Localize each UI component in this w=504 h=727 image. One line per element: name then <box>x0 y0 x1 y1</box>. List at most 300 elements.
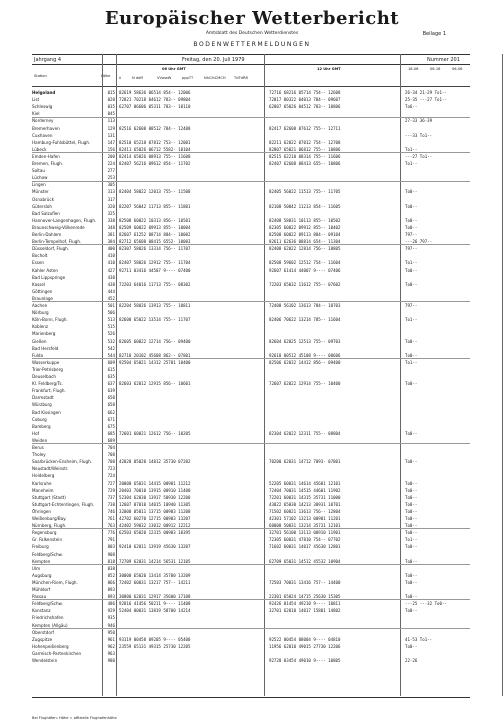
table-row <box>32 309 470 316</box>
table-row <box>32 430 470 437</box>
station-name: List <box>32 97 40 103</box>
station-name: Marienberg <box>32 331 56 337</box>
station-number: 156 <box>107 146 115 152</box>
extremes: ---25 ---32 To0-- <box>405 601 447 607</box>
station-number: 035 <box>107 104 115 110</box>
table-row <box>32 565 470 572</box>
station-number: 737 <box>107 494 115 500</box>
obs-06: 20000 65031 14415 00901 11212 <box>119 480 191 486</box>
obs-06: 72709 62031 14214 56531 12105 <box>119 558 191 564</box>
station-number: 980 <box>107 658 115 663</box>
obs-06: 82608 65022 13514 755-- 11707 <box>119 317 191 323</box>
station-name: Münster <box>32 189 49 195</box>
table-row <box>32 231 470 238</box>
station-name: Deuselbach <box>32 374 57 379</box>
station-name: Kempten (Allgäu) <box>32 622 68 628</box>
extremes: To1-- <box>405 161 418 166</box>
station-number: 515 <box>107 324 115 330</box>
station-name: Kassel <box>32 281 46 287</box>
obs-12: 72607 62022 12914 755-- 10400 <box>269 381 341 387</box>
column-divider <box>502 54 503 696</box>
station-name: Lüchow <box>32 175 48 181</box>
obs-12: 72203 65032 11612 755-- 07602 <box>269 281 341 287</box>
table-row <box>32 394 470 401</box>
obs-12: 82406 70622 13214 785-- 11604 <box>269 317 341 323</box>
obs-06: 92410 62011 13919 45630 13207 <box>119 544 191 550</box>
station-number: 708 <box>107 459 115 465</box>
table-row <box>32 494 470 501</box>
extremes: To0-- <box>405 530 418 536</box>
station-name: Bremen, Flugh. <box>32 161 64 166</box>
station-name: Gütersloh <box>32 203 52 209</box>
station-number: 400 <box>107 246 115 252</box>
extremes: To0-- <box>405 501 418 507</box>
station-name: Gießen <box>32 338 47 344</box>
station-name: Nörburg <box>32 310 49 316</box>
station-name: Köln-Bonn, Flugh. <box>32 317 68 323</box>
obs-06: 82607 61252 08714 884-- 10002 <box>119 232 191 237</box>
extremes: To0-- <box>405 480 418 486</box>
table-row <box>32 501 470 508</box>
obs-06: 82404 58022 12013 755-- 11508 <box>119 189 191 195</box>
station-number: 317 <box>107 196 115 202</box>
col-hoehe: Höhe <box>101 74 111 78</box>
obs-12: 92522 00454 08004 9---- 04810 <box>269 636 341 642</box>
obs-06: 52404 80031 13819 58700 14214 <box>119 608 191 614</box>
obs-06: 72601 60021 12612 756-- 10205 <box>119 430 191 436</box>
station-number: 384 <box>107 239 115 245</box>
table-row <box>32 89 470 96</box>
table-row <box>32 96 470 103</box>
station-name: Lübeck <box>32 146 47 152</box>
obs-06: 62503 65020 12315 00903 10395 <box>119 530 191 536</box>
extremes: ---33 To1-- <box>405 132 433 138</box>
obs-12: 62807 65026 04512 783-- 10806 <box>269 104 341 110</box>
extremes: To0-- <box>405 508 418 514</box>
station-name: Osnabrück <box>32 196 54 202</box>
table-row <box>32 543 470 550</box>
table-row <box>32 366 470 373</box>
obs-12: 72201 60031 14315 35731 11000 <box>269 494 341 500</box>
obs-06: 92711 03416 44507 9---- 07400 <box>119 267 191 273</box>
extremes: 797-- <box>405 246 418 252</box>
table-row <box>32 359 470 366</box>
station-number: 866 <box>107 579 115 585</box>
extremes: To0-- <box>405 544 418 550</box>
obs-12: 72716 68216 05714 754-- 12608 <box>269 90 341 95</box>
station-number: 452 <box>107 295 115 301</box>
obs-06: 42020 05020 14812 35730 07202 <box>119 459 191 465</box>
table-row <box>32 245 470 252</box>
station-number: 253 <box>107 175 115 181</box>
station-number: 224 <box>107 161 115 166</box>
station-name: Nürnberg, Flugh. <box>32 523 67 529</box>
station-name: Konstanz <box>32 608 51 614</box>
table-row <box>32 600 470 607</box>
col-06-gmt: 06 Uhr GMT <box>162 67 186 71</box>
station-number: 950 <box>107 629 115 635</box>
station-number: 838 <box>107 565 115 571</box>
station-number: 506 <box>107 310 115 316</box>
station-number: 113 <box>107 118 115 124</box>
extremes: To0-- <box>405 643 418 649</box>
station-number: 893 <box>107 594 115 600</box>
station-number: 791 <box>107 537 115 543</box>
obs-12: 32701 56100 13113 00910 11901 <box>269 530 341 536</box>
extremes: To0-- <box>405 572 418 578</box>
table-row <box>32 160 470 167</box>
table-row <box>32 444 470 451</box>
station-name: Kempten <box>32 558 51 564</box>
station-name: Hannover-Langenhagen, Flugh. <box>32 217 97 223</box>
table-row <box>32 302 470 309</box>
station-name: Bocholt <box>32 253 48 259</box>
station-number: 908 <box>107 551 115 557</box>
col-ex2: 06-18 <box>430 67 441 71</box>
obs-12: 72503 70031 13416 757-- 14400 <box>269 579 341 585</box>
table-row <box>32 203 470 210</box>
station-number: 544 <box>107 352 115 358</box>
extremes: 797-- <box>405 232 418 237</box>
station-number: 662 <box>107 409 115 415</box>
station-name: Garmisch-Partenkirchen <box>32 650 82 656</box>
station-name: Weißenburg/Bay. <box>32 516 67 521</box>
extremes: To0-- <box>405 558 418 564</box>
extremes: To0-- <box>405 487 418 493</box>
obs-06: 82516 62608 08512 784-- 12408 <box>119 125 191 131</box>
station-number: 438 <box>107 281 115 287</box>
col-station: Station <box>34 74 47 78</box>
station-number: 635 <box>107 374 115 379</box>
extremes: 797-- <box>405 303 418 308</box>
table-row <box>32 401 470 408</box>
obs-06: 82407 56216 09612 854-- 11702 <box>119 161 191 166</box>
extremes: To0-- <box>405 338 418 344</box>
obs-12: 72408 56102 13613 784-- 10703 <box>269 303 341 308</box>
station-name: Mühldorf <box>32 587 51 592</box>
obs-06: 82509 60022 09913 855-- 10004 <box>119 224 191 230</box>
station-name: Bremerhaven <box>32 125 60 131</box>
station-number: 320 <box>107 203 115 209</box>
obs-12: 82211 62022 07012 754-- 12708 <box>269 139 341 145</box>
obs-12: 92607 61414 44007 9---- 07406 <box>269 267 341 273</box>
obs-06: 32000 05011 13715 00903 11208 <box>119 508 191 514</box>
station-number: 381 <box>107 232 115 237</box>
extremes: To1-- <box>405 260 418 266</box>
obs-06: 82712 65608 08415 6552- 10003 <box>119 239 191 245</box>
station-number: 129 <box>107 125 115 131</box>
obs-12: 72305 60031 47810 754-- 07702 <box>269 537 341 543</box>
station-name: Ulm <box>32 565 41 571</box>
table-row <box>32 323 470 330</box>
station-name: Hof <box>32 430 40 436</box>
table-row <box>32 636 470 643</box>
extremes: To0-- <box>405 594 418 600</box>
col-ppptt: pppTT <box>182 76 194 80</box>
extremes: To0-- <box>405 608 418 614</box>
obs-12: 82408 58031 10113 855-- 10502 <box>269 217 341 223</box>
station-name: Trier-Petrisberg <box>32 366 63 372</box>
extremes: To1-- <box>405 146 418 152</box>
station-number: 325 <box>107 210 115 216</box>
station-name: Saarbrücken-Ensheim, Flugh. <box>32 459 92 465</box>
table-row <box>32 274 470 281</box>
station-number: 961 <box>107 636 115 642</box>
station-number: 738 <box>107 501 115 507</box>
bottom-rule <box>32 697 470 698</box>
obs-06: 82510 65218 07812 753-- 12001 <box>119 139 191 145</box>
obs-12: 82508 59602 12512 754-- 11604 <box>269 260 341 266</box>
table-row <box>32 529 470 536</box>
station-number: 935 <box>107 615 115 621</box>
station-number: 724 <box>107 473 115 479</box>
obs-12: 60000 50031 13214 35731 12101 <box>269 523 341 529</box>
table-row <box>32 139 470 146</box>
table-row <box>32 487 470 494</box>
col-ii: ii <box>119 76 121 80</box>
station-name: Berlin-Tempelhof, Flugh. <box>32 239 82 245</box>
obs-12: 22301 65024 14715 25630 15305 <box>269 594 341 600</box>
table-row <box>32 458 470 465</box>
table-row <box>32 480 470 487</box>
extremes: To0-- <box>405 516 418 521</box>
col-tdtd: TdTdRR <box>234 76 248 80</box>
obs-06: 20403 70010 13915 00910 11400 <box>119 487 191 493</box>
station-number: 410 <box>107 260 115 266</box>
col-vvwww: VVwwW <box>157 76 172 80</box>
station-number: 486 <box>107 601 115 607</box>
station-name: Oberstdorf <box>32 629 54 635</box>
col-clcm: NhClhCMCH <box>204 76 226 80</box>
obs-06: 72821 70218 04612 783-- 09804 <box>119 97 191 103</box>
column-header <box>32 66 470 87</box>
obs-06: 30800 62031 12917 35600 17108 <box>119 594 191 600</box>
obs-06: 82605 60022 12714 756-- 09400 <box>119 338 191 344</box>
table-row <box>32 650 470 657</box>
extremes: 26-34 21-29 To1-- <box>405 90 447 95</box>
station-name: Hamburg-Fuhlsbüttel, Flugh. <box>32 139 91 145</box>
col-ex3: 06-06 <box>452 67 463 71</box>
report-subtitle: Amtsblatt des Deutschen Wetterdienstes <box>205 31 299 36</box>
station-number: 704 <box>107 445 115 450</box>
obs-12: 92610 00512 45108 9---- 08606 <box>269 352 341 358</box>
table-row <box>32 117 470 124</box>
station-name: Hohenpeißenberg <box>32 643 69 649</box>
obs-12: 72404 70031 14515 44601 11902 <box>269 487 341 493</box>
nummer-label: Nummer 201 <box>427 56 460 63</box>
extremes: To0-- <box>405 352 418 358</box>
extremes: To0-- <box>405 430 418 436</box>
table-row <box>32 217 470 224</box>
extremes: To0-- <box>405 459 418 465</box>
extremes: To0-- <box>405 267 418 273</box>
station-name: Darmstadt <box>32 395 54 401</box>
table-row <box>32 536 470 543</box>
table-row <box>32 423 470 430</box>
extremes: To0-- <box>405 224 418 230</box>
report-title: Europäischer Wetterbericht <box>104 8 400 29</box>
station-name: Kiel <box>32 111 40 117</box>
obs-06: 42702 60270 12715 00903 13207 <box>119 516 191 521</box>
station-number: 045 <box>107 111 115 117</box>
table-row <box>32 125 470 132</box>
station-number: 348 <box>107 224 115 230</box>
station-number: 803 <box>107 544 115 550</box>
obs-06: 82407 58026 12912 755-- 11704 <box>119 260 191 266</box>
table-row <box>32 103 470 110</box>
table-row <box>32 551 470 558</box>
obs-12: 82304 62022 12311 755-- 08804 <box>269 430 341 436</box>
extremes: To0-- <box>405 281 418 287</box>
station-number: 637 <box>107 381 115 387</box>
obs-12: 52205 60031 14614 45601 12101 <box>269 480 341 486</box>
station-number: 727 <box>107 480 115 486</box>
station-number: 761 <box>107 516 115 521</box>
station-name: Braunlage <box>32 295 53 301</box>
station-name: Göttingen <box>32 288 53 294</box>
extremes: ---27 To1-- <box>405 153 433 159</box>
station-name: Würzburg <box>32 402 52 408</box>
section-title: BODENWETTERMELDUNGEN <box>193 41 311 48</box>
table-row <box>32 153 470 160</box>
station-number: 410 <box>107 253 115 259</box>
station-number: 818 <box>107 558 115 564</box>
station-number: 501 <box>107 303 115 308</box>
station-name: Feldberg/Schw. <box>32 601 63 607</box>
station-number: 131 <box>107 132 115 138</box>
station-name: Wendelstein <box>32 658 58 663</box>
station-number: 776 <box>107 530 115 536</box>
station-name: Wasserkuppe <box>32 359 60 365</box>
station-number: 723 <box>107 466 115 472</box>
station-number: 542 <box>107 345 115 351</box>
table-row <box>32 629 470 636</box>
station-name: Passau <box>32 594 47 600</box>
station-number: 338 <box>107 217 115 223</box>
station-number: 963 <box>107 650 115 656</box>
extremes: To0-- <box>405 523 418 529</box>
obs-12: 42301 57102 13213 00901 11201 <box>269 516 341 521</box>
station-name: Schleswig <box>32 104 53 110</box>
extremes: To0-- <box>405 217 418 223</box>
obs-12: 82807 65021 06812 755-- 10806 <box>269 146 341 152</box>
station-name: Berlin-Dahlem <box>32 232 62 237</box>
station-name: Stuttgart (Stadt) <box>32 494 66 500</box>
obs-06: 72402 60031 13217 757-- 14211 <box>119 579 191 585</box>
obs-06: 82619 58636 06514 854-- 12006 <box>119 90 191 95</box>
station-name: Berus <box>32 445 44 450</box>
obs-06: 82307 58026 13314 756-- 11707 <box>119 246 191 252</box>
station-number: 430 <box>107 274 115 280</box>
station-number: 658 <box>107 402 115 408</box>
obs-12: 82611 62636 08814 654-- 11304 <box>269 239 341 245</box>
obs-06: 92816 41456 50211 9---- 11408 <box>119 601 191 607</box>
station-name: Bad Hersfeld <box>32 345 59 351</box>
obs-12: 11956 62010 49015 27730 12206 <box>269 643 341 649</box>
obs-12: 82508 60022 09113 884-- 09104 <box>269 232 341 237</box>
extremes: 25-35 ---27 To1-- <box>405 97 447 103</box>
jahrgang-label: Jahrgang 4 <box>34 56 62 63</box>
table-row <box>32 267 470 274</box>
obs-12: 72817 80322 04013 784-- 09607 <box>269 97 341 103</box>
obs-06: 92504 65021 14312 25701 10400 <box>119 359 191 365</box>
obs-06: 93119 00458 09205 9---- 05400 <box>119 636 191 642</box>
station-name: Neustadt/Weinstr. <box>32 466 69 472</box>
station-name: Bamberg <box>32 423 51 429</box>
station-number: 689 <box>107 437 115 443</box>
table-row <box>32 132 470 139</box>
obs-12: 82407 62608 08413 655-- 10806 <box>269 161 341 166</box>
station-number: 746 <box>107 508 115 514</box>
table-row <box>32 657 470 664</box>
table-row <box>32 586 470 593</box>
obs-12: 32701 62010 14017 15801 14802 <box>269 608 341 614</box>
obs-12: 92720 03454 49010 9---- 10805 <box>269 658 341 663</box>
table-row <box>32 345 470 352</box>
table-row <box>32 572 470 579</box>
obs-06: 82508 60022 10313 856-- 10501 <box>119 217 191 223</box>
station-number: 708 <box>107 452 115 458</box>
table-row <box>32 288 470 295</box>
extremes: To0-- <box>405 494 418 500</box>
station-name: Norderney <box>32 118 54 124</box>
station-number: 763 <box>107 523 115 529</box>
table-row <box>32 330 470 337</box>
obs-06: 82207 56042 11713 855-- 11801 <box>119 203 191 209</box>
station-name: Cuxhaven <box>32 132 53 138</box>
station-number: 200 <box>107 153 115 159</box>
station-name: Koblenz <box>32 324 48 330</box>
station-name: Fulda <box>32 352 43 358</box>
station-number: 313 <box>107 189 115 195</box>
obs-06: 42402 59032 13012 00912 12212 <box>119 523 191 529</box>
obs-06: 82710 20102 45608 862-- 07801 <box>119 352 191 358</box>
table-row <box>32 181 470 188</box>
table-row <box>32 614 470 621</box>
station-name: Emden-Hafen <box>32 153 60 159</box>
obs-12: 92426 01454 49210 9---- 10811 <box>269 601 341 607</box>
station-name: Regensburg <box>32 530 57 536</box>
obs-06: 82603 62012 12915 856-- 10601 <box>119 381 191 387</box>
table-row <box>32 281 470 288</box>
station-number: 893 <box>107 587 115 592</box>
station-name: Kl. Feldberg/Ts. <box>32 381 63 387</box>
station-name: Zugspitze <box>32 636 53 642</box>
obs-12: 82506 62032 14412 856-- 09400 <box>269 359 341 365</box>
station-name: Augsburg <box>32 572 52 578</box>
obs-06: 82204 58026 13913 755-- 10811 <box>119 303 191 308</box>
station-number: 444 <box>107 288 115 294</box>
table-row <box>32 416 470 423</box>
table-row <box>32 607 470 614</box>
extremes: To6-- <box>405 104 418 110</box>
obs-12: 43022 65030 14213 30931 10701 <box>269 501 341 507</box>
station-name: Weiden <box>32 437 48 443</box>
station-name: Braunschweig-Völkenrode <box>32 224 85 230</box>
beilage-label: Beilage 1 <box>422 31 446 37</box>
station-name: Karlsruhe <box>32 480 52 486</box>
table-row <box>32 196 470 203</box>
station-number: 609 <box>107 359 115 365</box>
station-number: 729 <box>107 487 115 493</box>
extremes: To0-- <box>405 189 418 195</box>
obs-12: 82305 60022 09912 855-- 10402 <box>269 224 341 230</box>
table-row <box>32 387 470 394</box>
date-label: Freitag, den 20. Juli 1979 <box>182 56 245 63</box>
station-number: 526 <box>107 331 115 337</box>
station-number: 020 <box>107 97 115 103</box>
obs-12: 82515 62210 08314 755-- 11606 <box>269 153 341 159</box>
